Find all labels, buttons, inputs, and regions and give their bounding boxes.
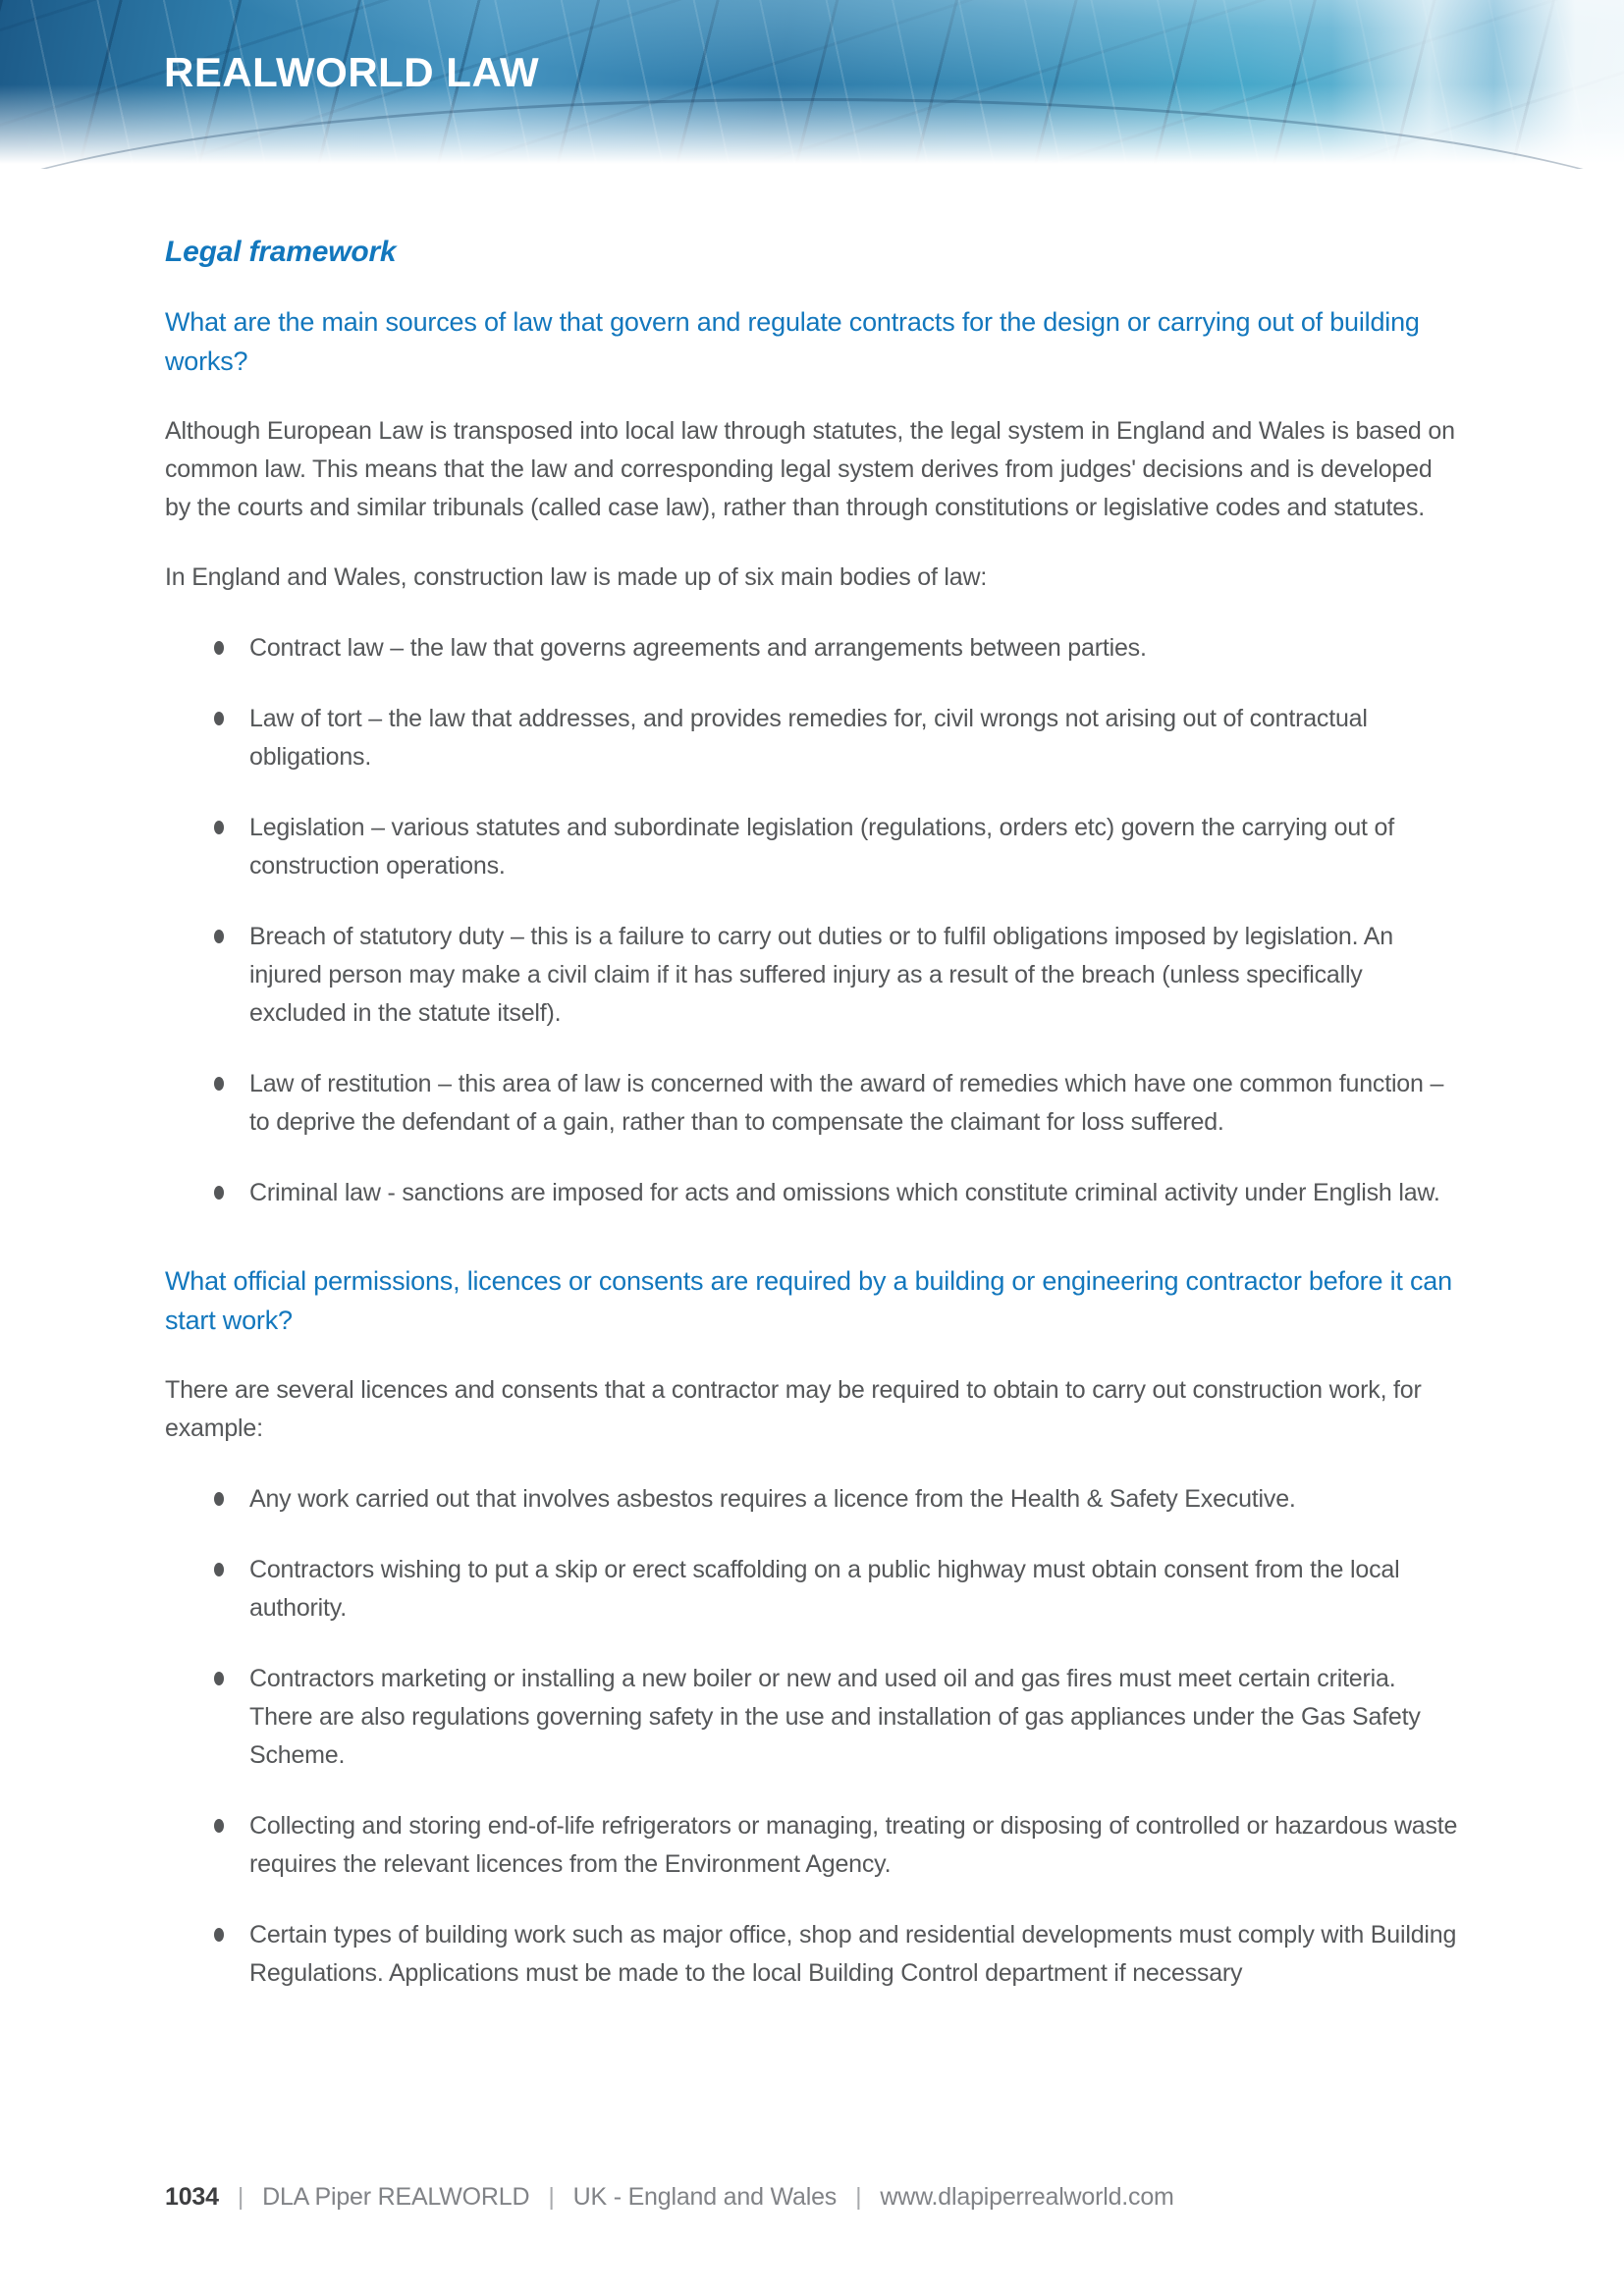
footer-brand: DLA Piper REALWORLD [262,2183,530,2211]
question-heading-permissions: What official permissions, licences or consents are required by a building or engineering contractor before it can start work? [165,1266,1452,1335]
footer-separator: | [855,2183,862,2211]
bullet-list [165,629,1459,1212]
list-item-text: Criminal law - sanctions are imposed for acts and omissions which constitute criminal activity under English law. [249,1179,1440,1206]
paragraph: In England and Wales, construction law is made up of six main bodies of law: [165,563,988,591]
list-item-text: Law of tort – the law that addresses, and provides remedies for, civil wrongs not arising out of contractual obligations. [249,705,1368,771]
list-item-text: Legislation – various statutes and subordinate legislation (regulations, orders etc) govern the carrying out of construction operations. [249,814,1394,880]
list-item-text: Certain types of building work such as major office, shop and residential developments must comply with Building Regulations. Applications must be made to the local Building Control department if necessary [249,1921,1457,1987]
paragraph: Although European Law is transposed into local law through statutes, the legal system in England and Wales is based on common law. This means that the law and corresponding legal system derives from judges' decisions and is developed by the courts and similar tribunals (called case law), rather than through constitutions or legislative codes and statutes. [165,417,1455,521]
bullet-icon [214,1492,224,1506]
footer-url: www.dlapiperrealworld.com [880,2183,1174,2211]
bullet-icon [214,712,224,725]
list-item [214,1480,1459,1519]
list-item [214,918,1459,1033]
bullet-icon [214,641,224,655]
list-item-text: Law of restitution – this area of law is concerned with the award of remedies which have one common function – to deprive the defendant of a gain, rather than to compensate the claimant for loss suffered. [249,1070,1444,1136]
list-item [214,1551,1459,1628]
list-item [214,1807,1459,1884]
list-item [214,700,1459,776]
footer-separator: | [548,2183,555,2211]
banner-arc-decoration [0,98,1624,169]
list-item [214,1065,1459,1142]
bullet-icon [214,1186,224,1200]
section-permissions [165,1261,1459,1993]
page-number: 1034 [165,2183,219,2211]
list-item [214,1660,1459,1775]
bullet-icon [214,1672,224,1685]
question-heading-sources: What are the main sources of law that govern and regulate contracts for the design or carrying out of building works? [165,307,1420,376]
list-item [214,1916,1459,1993]
list-item-text: Contractors marketing or installing a new boiler or new and used oil and gas fires must meet certain criteria. There are also regulations governing safety in the use and installation of gas appliances under the Gas Safety Scheme. [249,1665,1421,1769]
list-item-text: Contractors wishing to put a skip or erect scaffolding on a public highway must obtain consent from the local authority. [249,1556,1400,1622]
page-content [0,169,1624,1993]
footer-region: UK - England and Wales [572,2183,838,2211]
list-item-text: Collecting and storing end-of-life refrigerators or managing, treating or disposing of controlled or hazardous waste requires the relevant licences from the Environment Agency. [249,1812,1458,1878]
footer-separator: | [237,2183,244,2211]
bullet-icon [214,1077,224,1091]
list-item-text: Contract law – the law that governs agreements and arrangements between parties. [249,634,1147,662]
bullet-icon [214,1928,224,1942]
list-item [214,809,1459,885]
bullet-icon [214,1819,224,1833]
bullet-list [165,1480,1459,1993]
list-item-text: Breach of statutory duty – this is a failure to carry out duties or to fulfil obligations imposed by legislation. An injured person may make a civil claim if it has suffered injury as a result of the breach (unless specifically excluded in the statute itself). [249,923,1393,1027]
list-item-text: Any work carried out that involves asbestos requires a licence from the Health & Safety Executive. [249,1485,1296,1513]
bullet-icon [214,821,224,834]
page-footer [0,2183,1624,2212]
section-legal-sources [165,302,1459,1212]
list-item [214,1174,1459,1212]
paragraph: There are several licences and consents that a contractor may be required to obtain to carry out construction work, for example: [165,1376,1422,1442]
header-banner [0,0,1624,169]
page-title: Legal framework [165,236,397,268]
list-item [214,629,1459,667]
bullet-icon [214,930,224,943]
brand-title: REALWORLD LAW [164,49,540,95]
bullet-icon [214,1563,224,1576]
